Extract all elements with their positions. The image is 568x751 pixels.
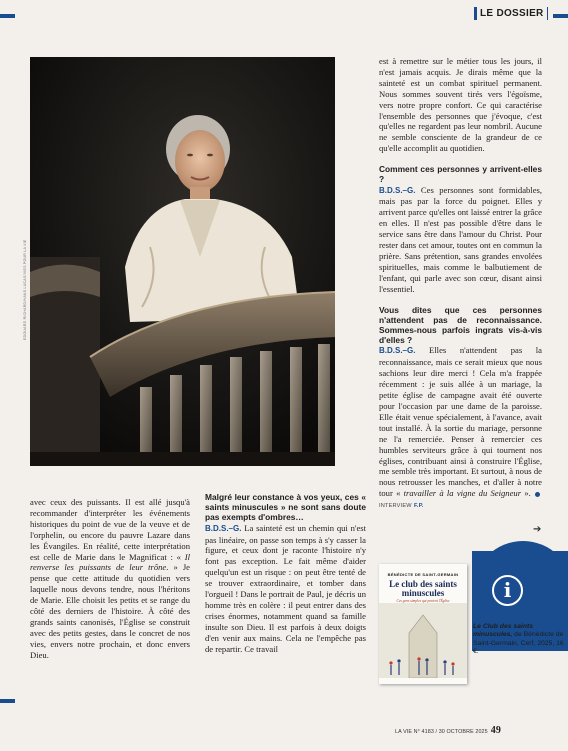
book-cover-author: BÉNÉDICTE DE SAINT-GERMAIN (387, 572, 459, 577)
article-column-3 (379, 56, 542, 512)
issue-info: LA VIE N° 4183 / 30 OCTOBRE 2025 (395, 729, 488, 735)
interview-label: INTERVIEW (379, 503, 412, 510)
book-cover-title: Le club des saints minuscules (389, 579, 457, 598)
page-footer (395, 725, 501, 736)
book-cover-subtitle: Ces gens simples qui portent l'Église (396, 599, 450, 603)
portrait-illustration (30, 57, 335, 466)
interviewer-initials: F.P. (413, 503, 424, 510)
book-cover-illustration (379, 603, 467, 678)
page-number: 49 (490, 725, 501, 736)
body-paragraph: est à remettre sur le métier tous les jours, il n'est jamais acquis. Je dirais même que la sainteté est un combat spirituel permanent. Nous sommes souvent tirés vers l'égoïsme, vers notre propre confort. Ce qui caractérise l'ensemble des personnes que j'évoque, c'est qu'elles ne regardent pas leur nombril. Aucune ne semble consciente de la grandeur de ce qu'elle accomplit au quotidien. (379, 56, 542, 154)
section-label: LE DOSSIER (474, 7, 548, 20)
continue-arrow-icon: ➔ (533, 524, 542, 535)
interview-question: Comment ces personnes y arrivent-elles ? (379, 164, 542, 185)
info-icon: i (492, 575, 523, 606)
interview-question: Malgré leur constance à vos yeux, ces « saints minuscules » ne sont sans doute pas exempts d'ombres… (205, 492, 366, 523)
body-paragraph: avec ceux des puissants. Il est allé jusqu'à recommander d'interpréter les événements historiques du point de vue de la veuve et de l'orphelin, ou encore du pauvre Lazare dans les Évangiles. En réalité, cette interprétation est celle de Marie dans le Magnificat : « Il renverse les puissants de leur trône. » Je pense que cette attitude du quotidien vers laquelle nous devons tendre, nous l'héritons de Marie. Elle choisit les petits et se range du côté des derniers de l'histoire. À côté des grands saints canonisés, l'Église se construit avec des petits gestes, dans le concret de nos vies, envers notre prochain, et donc envers Dieu. (30, 497, 190, 660)
book-cover (379, 564, 467, 684)
interview-answer: B.D.S.–G. Elles n'attendent pas la reconnaissance, mais ce serait mieux que nous sachions leur dire merci ! Cela m'a frappée récemment : je suis allée à un mariage, la petite église de campagne avait été ouverte pour l'occasion par une dame de la paroisse. Elle était venue spécialement, à l'avance, avait tout installé. À la sortie du mariage, personne ne l'a remerciée. Penser à remercier ces humbles serviteurs grâce à qui tournent nos églises, contribuant ainsi à construire l'Église, me semble très important. Et surtout, à nous de nous retrousser les manches, et d'aller à notre tour « travailler à la vigne du Seigneur ». INTERVIEW F.P. (379, 345, 542, 510)
article-column-1 (30, 497, 190, 661)
speaker-initials: B.D.S.–G. (205, 523, 242, 533)
end-mark-icon (535, 492, 540, 497)
page-edge-mark (0, 14, 15, 18)
speaker-initials: B.D.S.–G. (379, 346, 416, 356)
page-edge-mark (553, 14, 568, 18)
book-caption: Le Club des saints minuscules, de Bénédicte de Saint-Germain, Cerf, 2025, 16 €. (473, 623, 564, 656)
article-column-2 (205, 492, 366, 654)
book-caption-title: Le Club des saints minuscules, (473, 623, 534, 639)
interview-answer: B.D.S.–G. Ces personnes sont formidables, mais pas par la force du poignet. Elles y arrivent parce qu'elles ont laissé entrer la grâce en elles. Il n'est pas possible d'être dans le service sans être dans l'amour du Christ. Pour rester dans cet amour, toutes ont en commun la prière. Sans prétention, sans grandes envolées spirituelles, mais comme le balbutiement de l'enfant, qui parle avec son cœur, disant ainsi l'essentiel. (379, 184, 542, 294)
page-edge-mark (0, 699, 15, 703)
interview-answer: B.D.S.–G. La sainteté est un chemin qui n'est pas linéaire, on passe son temps à s'y casser la figure, et ceux dont je raconte l'histoire n'y font pas exception. Le fait même d'aider quelqu'un est un risque : on peut être tenté de se trouver extraordinaire, et tomber dans l'orgueil ! Dans le portrait de Paul, je décris un homme très en colère : il peut entrer dans des crises énormes, notamment quand sa famille insulte son Dieu. Il est parfois à deux doigts d'en venir aux mains. Cela ne l'empêche pas de repartir. Ce travail (205, 522, 366, 654)
interview-question: Vous dites que ces personnes n'attendent pas de reconnaissance. Sommes-nous parfois ingrats vis-à-vis d'elles ? (379, 304, 542, 346)
photo-credit: EDOUARD RICHARD/HANS LUCAS/VIES POUR LA VIE (23, 239, 27, 340)
portrait-photo (30, 57, 335, 466)
speaker-initials: B.D.S.–G. (379, 185, 416, 195)
